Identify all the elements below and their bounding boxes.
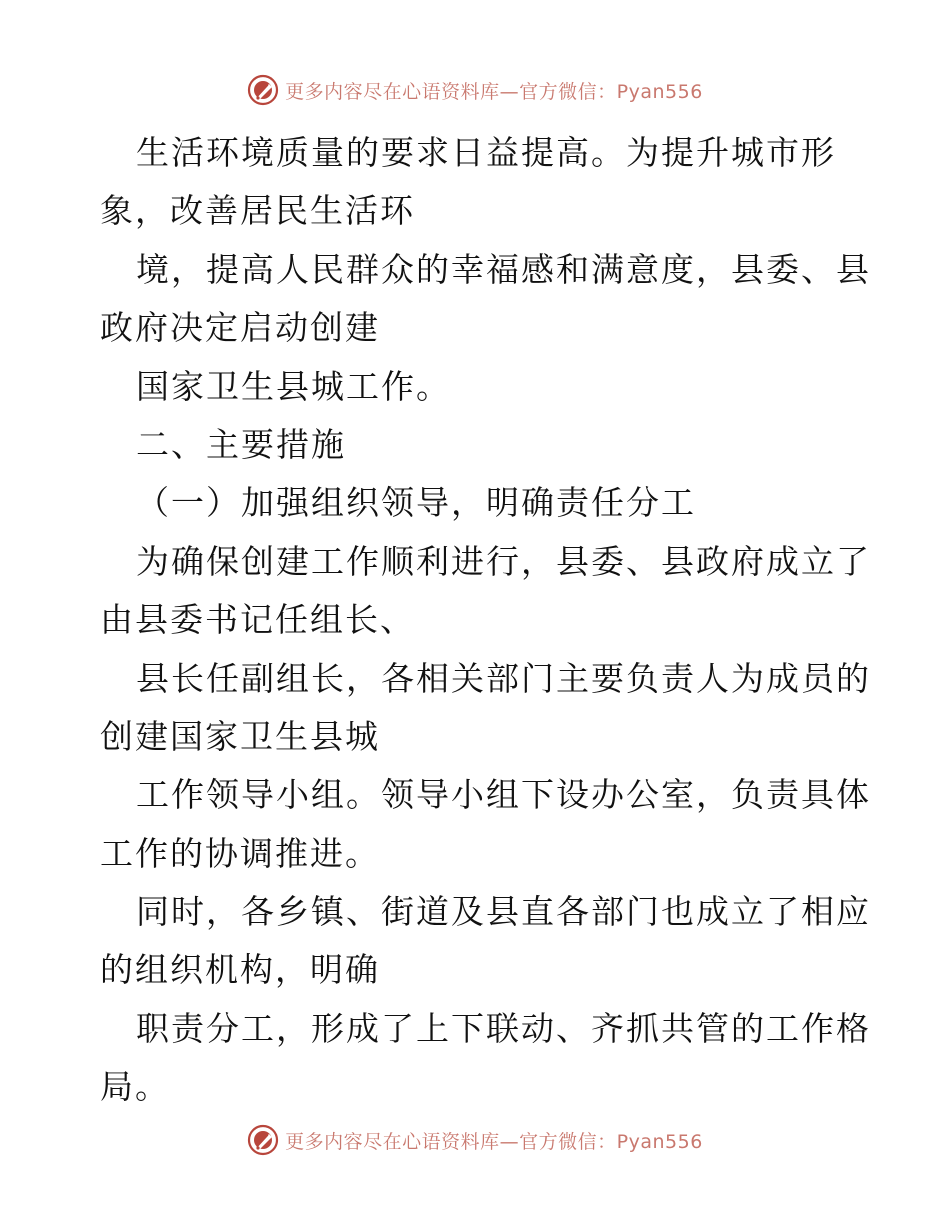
fountain-pen-logo-icon xyxy=(247,1124,279,1156)
text-line: 创建国家卫生县城 xyxy=(100,716,380,756)
subsection-heading: （一）加强组织领导，明确责任分工 xyxy=(136,483,696,523)
text-line: 象，改善居民生活环 xyxy=(100,191,415,231)
text-line: 局。 xyxy=(100,1067,170,1107)
text-line: 县长任副组长，各相关部门主要负责人为成员的 xyxy=(136,658,871,698)
text-line: 职责分工，形成了上下联动、齐抓共管的工作格 xyxy=(136,1008,871,1048)
text-line: 由县委书记任组长、 xyxy=(100,600,415,640)
text-line: 工作领导小组。领导小组下设办公室，负责具体 xyxy=(136,775,871,815)
document-body xyxy=(100,124,871,1117)
text-line: 国家卫生县城工作。 xyxy=(136,366,451,406)
footer-banner xyxy=(0,1120,950,1160)
text-line: 为确保创建工作顺利进行，县委、县政府成立了 xyxy=(136,541,871,581)
header-banner xyxy=(0,70,950,110)
section-heading: 二、主要措施 xyxy=(136,424,346,464)
text-line: 政府决定启动创建 xyxy=(100,308,380,348)
text-line: 同时，各乡镇、街道及县直各部门也成立了相应 xyxy=(136,892,871,932)
text-line: 的组织机构，明确 xyxy=(100,950,380,990)
footer-banner-text: 更多内容尽在心语资料库—官方微信：Pyan556 xyxy=(285,1130,703,1153)
fountain-pen-logo-icon xyxy=(247,74,279,106)
text-line: 境，提高人民群众的幸福感和满意度，县委、县 xyxy=(136,249,871,289)
header-banner-text: 更多内容尽在心语资料库—官方微信：Pyan556 xyxy=(285,80,703,103)
text-line: 工作的协调推进。 xyxy=(100,833,380,873)
text-line: 生活环境质量的要求日益提高。为提升城市形 xyxy=(136,133,836,172)
